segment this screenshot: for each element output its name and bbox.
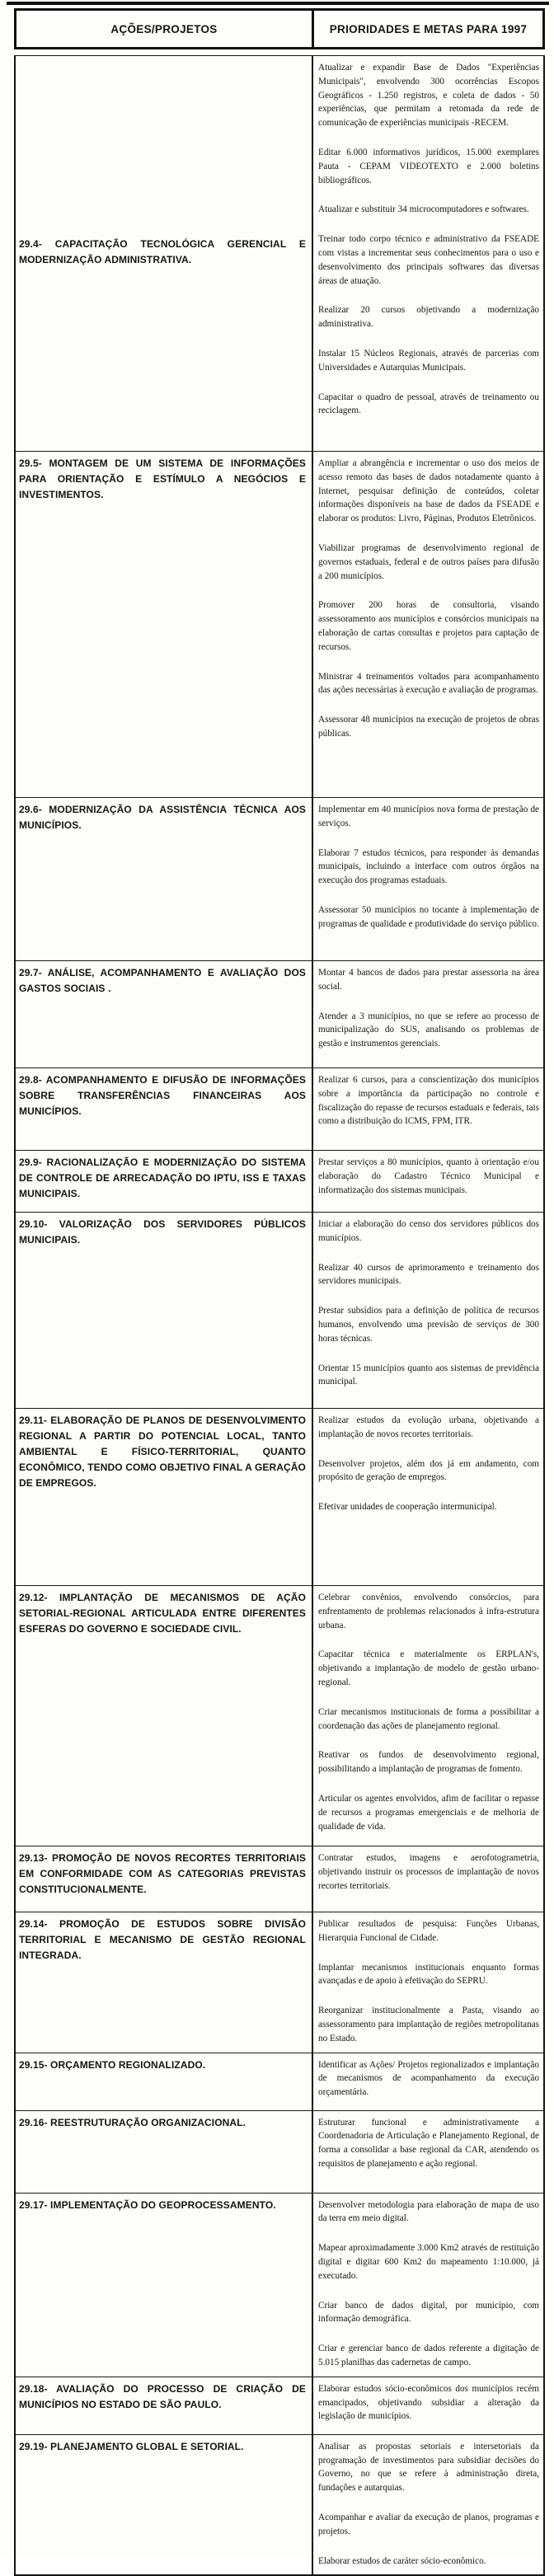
meta-item: Iniciar a elaboração do censo dos servidores públicos dos municípios.	[318, 1219, 539, 1243]
priorities-metas-cell	[313, 1586, 543, 1846]
meta-item: Celebrar convênios, envolvendo consórcios, para enfrentamento de problemas relacionados à infra-estrutura urbana.	[318, 1593, 539, 1631]
meta-item: Instalar 15 Núcleos Regionais, através de parcerias com Universidades e Autarquias Municipais.	[318, 348, 539, 373]
table-row	[16, 961, 543, 1068]
action-project-cell	[16, 1213, 313, 1408]
action-project-title: 29.19- PLANEJAMENTO GLOBAL E SETORIAL.	[19, 2440, 244, 2452]
action-project-cell	[16, 56, 313, 451]
meta-item: Implementar em 40 municípios nova forma de prestação de serviços.	[318, 805, 539, 828]
action-project-cell	[16, 1586, 313, 1846]
action-project-title: 29.12- IMPLANTAÇÃO DE MECANISMOS DE AÇÃO SETORIAL-REGIONAL ARTICULADA ENTRE DIFERENTES ESFERAS DO GOVERNO E SOCIEDADE CIVIL.	[19, 1592, 306, 1635]
meta-item: Contratar estudos, imagens e aerofotogrametria, objetivando instruir os processos de implantação de novos recortes territoriais.	[318, 1853, 539, 1891]
priorities-metas-cell	[313, 1068, 543, 1150]
table-row	[16, 2435, 543, 2575]
table-row	[16, 1846, 543, 1912]
meta-item: Analisar as propostas setoriais e intersetoriais da programação de investimentos para subsidiar decisões do Governo, no que se refere à administração direta, fundações e autarquias.	[318, 2441, 539, 2494]
meta-item: Mapear aproximadamente 3.000 Km2 através de restituição digital e digitar 600 Km2 do mapeamento 1:10.000, já executado.	[318, 2243, 539, 2281]
action-project-title: 29.13- PROMOÇÃO DE NOVOS RECORTES TERRITORIAIS EM CONFORMIDADE COM AS CATEGORIAS PREVISTAS CONSTITUCIONALMENTE.	[19, 1852, 306, 1895]
table-row	[16, 2111, 543, 2194]
meta-item: Ministrar 4 treinamentos voltados para acompanhamento das ações necessárias à execução e avaliação de programas.	[318, 671, 539, 696]
priorities-metas-cell	[313, 2053, 543, 2110]
table-row	[16, 1586, 543, 1846]
meta-item: Elaborar estudos sócio-econômicos dos municípios recém emancipados, objetivando subsidiar a alteração da legislação de municípios.	[318, 2383, 539, 2422]
action-project-title: 29.8- ACOMPANHAMENTO E DIFUSÃO DE INFORMAÇÕES SOBRE TRANSFERÊNCIAS FINANCEIRAS AOS MUNICÍPIOS.	[19, 1074, 306, 1117]
meta-item: Criar banco de dados digital, por município, com informação demográfica.	[318, 2300, 539, 2325]
meta-item: Reorganizar institucionalmente a Pasta, visando ao assessoramento para implantação de regiões metropolitanas no Estado.	[318, 2006, 539, 2043]
table-row	[16, 2194, 543, 2377]
meta-item: Prestar subsídios para a definição de política de recursos humanos, envolvendo uma previsão de serviços de 300 horas técnicas.	[318, 1306, 539, 1344]
meta-item: Desenvolver projetos, além dos já em andamento, com propósito de geração de empregos.	[318, 1458, 539, 1483]
meta-item: Prestar serviços a 80 municípios, quanto à orientação e/ou elaboração do Cadastro Técnico Municipal e informatização dos sistemas municipais.	[318, 1157, 539, 1195]
action-project-cell	[16, 2435, 313, 2575]
priorities-metas-cell	[313, 2111, 543, 2193]
meta-item: Efetivar unidades de cooperação intermunicipal.	[318, 1502, 497, 1513]
action-project-title: 29.11- ELABORAÇÃO DE PLANOS DE DESENVOLVIMENTO REGIONAL A PARTIR DO POTENCIAL LOCAL, TANTO AMBIENTAL E FÍSICO-TERRITORIAL, QUANTO ECONÔMICO, TENDO COMO OBJETIVO FINAL A GERAÇÃO DE EMPREGOS.	[19, 1415, 306, 1489]
action-project-cell	[16, 1912, 313, 2053]
priorities-metas-cell	[313, 1151, 543, 1212]
meta-item: Realizar 6 cursos, para a conscientização dos municípios sobre a importância da participação no controle e fiscalização do repasse de recursos estaduais e federais, tais como a distribuição do ICMS, FPM, ITR.	[318, 1075, 539, 1127]
meta-item: Realizar 20 cursos objetivando a modernização administrativa.	[318, 305, 539, 330]
table-row	[16, 56, 543, 452]
table-row	[16, 798, 543, 961]
meta-item: Implantar mecanismos institucionais enquanto formas avançadas e de apoio à efetivação do SEPRU.	[318, 1962, 539, 1987]
action-project-cell	[16, 2377, 313, 2434]
table-row	[16, 2377, 543, 2435]
meta-item: Realizar estudos da evolução urbana, objetivando a implantação de novos recortes territoriais.	[318, 1415, 539, 1439]
meta-item: Ampliar a abrangência e incrementar o uso dos meios de acesso remoto das bases de dados notadamente quanto à Internet, pesquisar definição de conteúdos, coletar informações disponíveis na base de dados da FSEADE e elaborar os produtos: Livro, Páginas, Produtos Eletrônicos.	[318, 458, 539, 524]
meta-item: Criar e gerenciar banco de dados referente a digitação de 5.015 planilhas das cadernetas de campo.	[318, 2344, 539, 2367]
priorities-metas-cell	[313, 1912, 543, 2053]
priorities-metas-cell	[313, 56, 543, 451]
meta-item: Editar 6.000 informativos jurídicos, 15.000 exemplares Pauta - CEPAM VIDEOTEXTO e 2.000 boletins bibliográficos.	[318, 147, 539, 185]
table-row	[16, 1213, 543, 1409]
actions-priorities-table	[14, 8, 545, 2576]
priorities-metas-cell	[313, 2194, 543, 2377]
action-project-cell	[16, 452, 313, 797]
action-project-cell	[16, 798, 313, 960]
table-row	[16, 2053, 543, 2111]
table-row	[16, 1912, 543, 2053]
meta-item: Estruturar funcional e administrativamente a Coordenadoria de Articulação e Planejamento Regional, de forma a consolidar a base regional da CAR, atendendo os requisitos de planejamento e ação regional.	[318, 2117, 539, 2169]
column-header-acoes-projetos: AÇÕES/PROJETOS	[16, 11, 314, 47]
action-project-cell	[16, 2194, 313, 2377]
priorities-metas-cell	[313, 1213, 543, 1408]
meta-item: Articular os agentes envolvidos, afim de facilitar o repasse de recursos a programas emergenciais e de melhoria de qualidade de vida.	[318, 1793, 539, 1832]
table-row	[16, 452, 543, 798]
meta-item: Capacitar o quadro de pessoal, através de treinamento ou reciclagem.	[318, 392, 539, 416]
meta-item: Atualizar e substituir 34 microcomputadores e softwares.	[318, 204, 529, 215]
action-project-title: 29.7- ANÁLISE, ACOMPANHAMENTO E AVALIAÇÃO DOS GASTOS SOCIAIS .	[19, 967, 306, 994]
action-project-title: 29.15- ORÇAMENTO REGIONALIZADO.	[19, 2058, 206, 2071]
action-project-title: 29.5- MONTAGEM DE UM SISTEMA DE INFORMAÇÕES PARA ORIENTAÇÃO E ESTÍMULO A NEGÓCIOS E INVESTIMENTOS.	[19, 457, 306, 500]
action-project-title: 29.4- CAPACITAÇÃO TECNOLÓGICA GERENCIAL E MODERNIZAÇÃO ADMINISTRATIVA.	[19, 238, 306, 265]
action-project-title: 29.18- AVALIAÇÃO DO PROCESSO DE CRIAÇÃO DE MUNICÍPIOS NO ESTADO DE SÃO PAULO.	[19, 2382, 306, 2410]
action-project-cell	[16, 1409, 313, 1585]
action-project-title: 29.10- VALORIZAÇÃO DOS SERVIDORES PÚBLICOS MUNICIPAIS.	[19, 1218, 306, 1246]
priorities-metas-cell	[313, 798, 543, 960]
table-body	[14, 55, 545, 2576]
action-project-title: 29.16- REESTRUTURAÇÃO ORGANIZACIONAL.	[19, 2116, 246, 2128]
meta-item: Assessorar 50 municípios no tocante à implementação de programas de qualidade e produtividade do serviço público.	[318, 904, 539, 929]
action-project-cell	[16, 1846, 313, 1912]
meta-item: Atender a 3 municípios, no que se refere ao processo de municipalização do SUS, analisando os problemas de gestão e instrumentos gerenciais.	[318, 1011, 539, 1049]
page-top-rule	[7, 2, 549, 5]
column-header-prioridades-metas-1997: PRIORIDADES E METAS PARA 1997	[329, 22, 528, 35]
action-project-cell	[16, 1151, 313, 1212]
priorities-metas-cell	[313, 2435, 543, 2575]
meta-item: Realizar 40 cursos de aprimoramento e treinamento dos servidores municipais.	[318, 1262, 539, 1287]
meta-item: Identificar as Ações/ Projetos regionalizados e implantação de mecanismos de acompanhamento da execução orçamentária.	[318, 2059, 539, 2098]
priorities-metas-cell	[313, 1409, 543, 1585]
table-header-row	[14, 8, 545, 49]
action-project-title: 29.17- IMPLEMENTAÇÃO DO GEOPROCESSAMENTO.	[19, 2198, 276, 2211]
meta-item: Orientar 15 municípios quanto aos sistemas de previdência municipal.	[318, 1363, 539, 1387]
meta-item: Viabilizar programas de desenvolvimento regional de governos estaduais, federal e de outros países para difusão a 200 municípios.	[318, 542, 539, 581]
meta-item: Elaborar 7 estudos técnicos, para responder às demandas municipais, incluindo a interface com outros órgãos na execução dos programas estaduais.	[318, 847, 539, 886]
priorities-metas-cell	[313, 1846, 543, 1912]
meta-item: Treinar todo corpo técnico e administrativo da FSEADE com vistas a incrementar seus conhecimentos para o uso e desenvolvimento dos principais softwares das diversas áreas de atuação.	[318, 234, 539, 286]
meta-item: Reativar os fundos de desenvolvimento regional, possibilitando a implantação de programas de fomento.	[318, 1750, 539, 1775]
table-row	[16, 1409, 543, 1586]
priorities-metas-cell	[313, 452, 543, 797]
action-project-cell	[16, 1068, 313, 1150]
meta-item: Desenvolver metodologia para elaboração de mapa de uso da terra em meio digital.	[318, 2199, 539, 2224]
meta-item: Criar mecanismos institucionais de forma a possibilitar a coordenação das ações de planejamento regional.	[318, 1706, 539, 1731]
meta-item: Capacitar técnica e materialmente os ERPLAN's, objetivando a implantação de modelo de gestão urbano-regional.	[318, 1649, 539, 1687]
meta-item: Elaborar estudos de caráter sócio-econômico.	[318, 2555, 486, 2566]
meta-item: Acompanhar e avaliar da execução de planos, programas e projetos.	[318, 2512, 539, 2536]
action-project-cell	[16, 2111, 313, 2193]
action-project-title: 29.9- RACIONALIZAÇÃO E MODERNIZAÇÃO DO SISTEMA DE CONTROLE DE ARRECADAÇÃO DO IPTU, ISS E TAXAS MUNICIPAIS.	[19, 1157, 306, 1199]
meta-item: Atualizar e expandir Base de Dados "Experiências Municipais", envolvendo 300 ocorrências Escopos Geográficos - 1.250 registros, e coleta de dados - 50 experiências, que permitam a retomada da rede de comunicação de experiências municipais -RECEM.	[318, 63, 539, 129]
action-project-cell	[16, 2053, 313, 2110]
meta-item: Assessorar 48 municípios na execução de projetos de obras públicas.	[318, 715, 539, 739]
table-row	[16, 1151, 543, 1213]
action-project-title: 29.14- PROMOÇÃO DE ESTUDOS SOBRE DIVISÃO TERRITORIAL E MECANISMO DE GESTÃO REGIONAL INTEGRADA.	[19, 1918, 306, 1961]
meta-item: Montar 4 bancos de dados para prestar assessoria na área social.	[318, 968, 539, 992]
table-row	[16, 1068, 543, 1151]
action-project-title: 29.6- MODERNIZAÇÃO DA ASSISTÊNCIA TÉCNICA AOS MUNICÍPIOS.	[19, 804, 306, 831]
action-project-cell	[16, 961, 313, 1067]
meta-item: Promover 200 horas de consultoria, visando assessoramento aos municípios e consórcios municipais na elaboração de cartas consultas e projetos para captação de recursos.	[318, 600, 539, 652]
priorities-metas-cell	[313, 2377, 543, 2434]
meta-item: Publicar resultados de pesquisa: Funções Urbanas, Hierarquia Funcional de Cidade.	[318, 1919, 539, 1943]
priorities-metas-cell	[313, 961, 543, 1067]
